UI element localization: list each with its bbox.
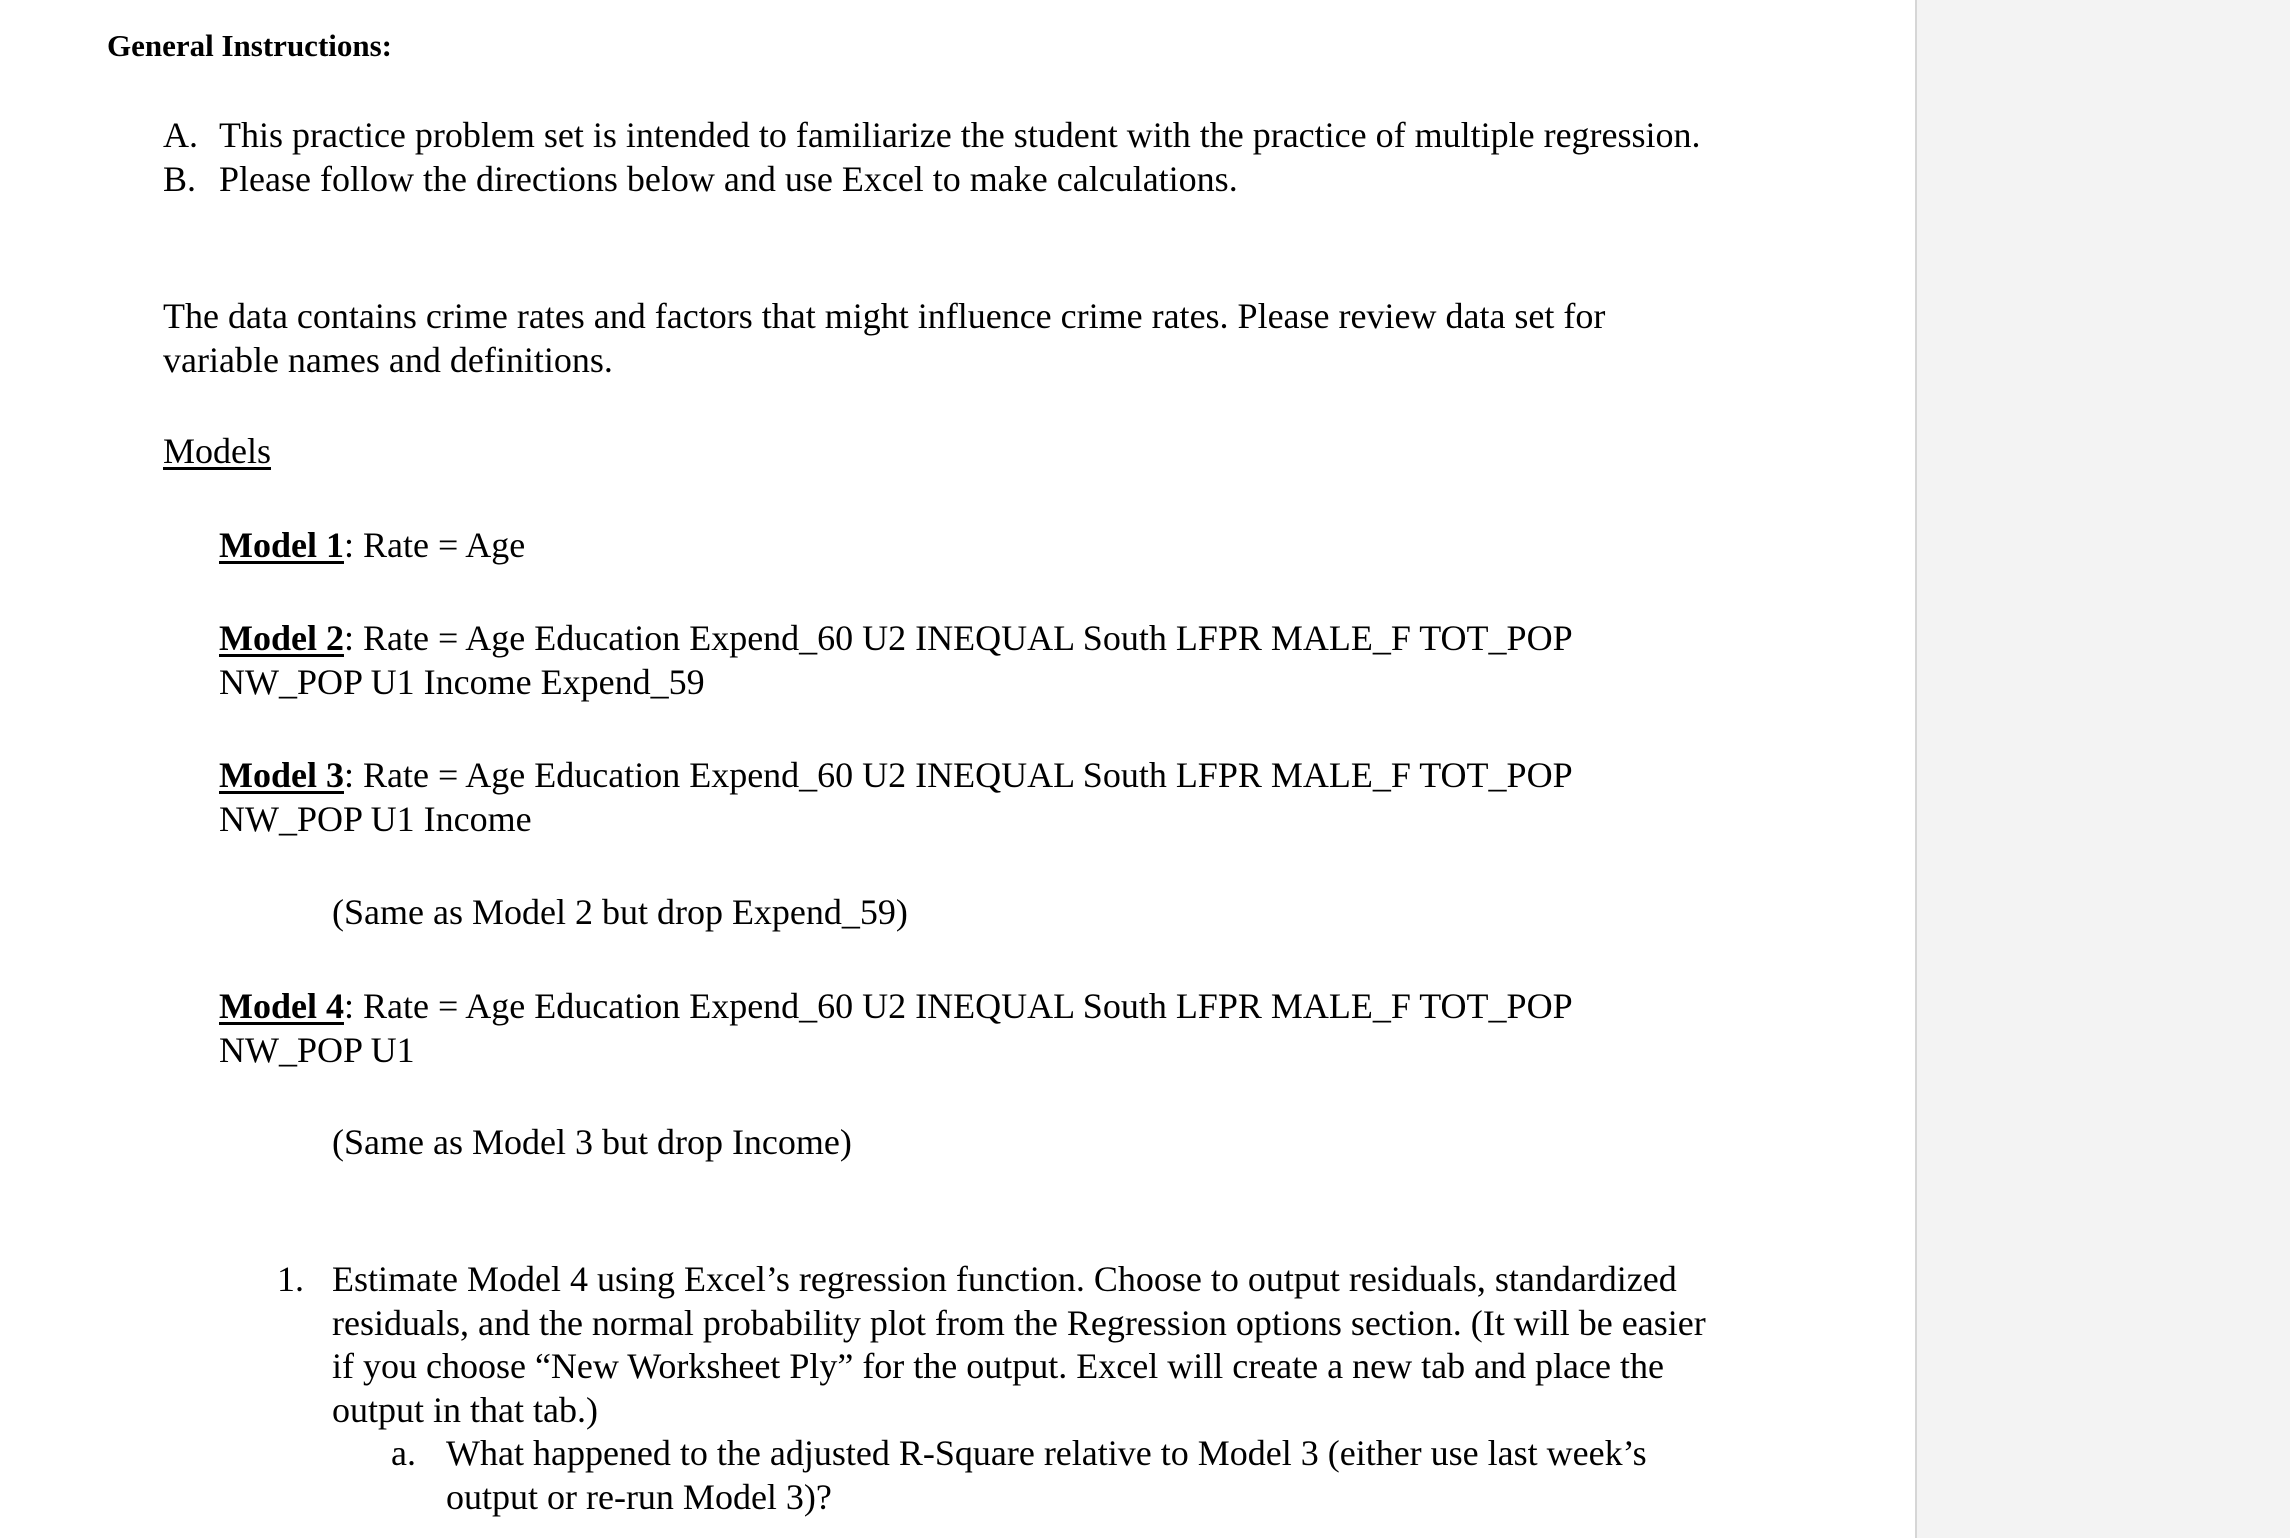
- intro-line-2: variable names and definitions.: [163, 340, 613, 380]
- model-3-note: (Same as Model 2 but drop Expend_59): [332, 892, 908, 932]
- instruction-b-text: Please follow the directions below and use Excel to make calculations.: [219, 159, 1238, 199]
- model-3-continuation: NW_POP U1 Income: [219, 799, 532, 839]
- instruction-a-marker: A.: [163, 115, 198, 155]
- question-1-line-1: Estimate Model 4 using Excel’s regression function. Choose to output residuals, standardized: [332, 1259, 1677, 1299]
- model-3-equation: : Rate = Age Education Expend_60 U2 INEQUAL South LFPR MALE_F TOT_POP: [343, 755, 1573, 795]
- comment-margin-panel: [1915, 0, 2290, 1538]
- model-3-line: [219, 753, 1573, 797]
- question-1a-line-1: What happened to the adjusted R-Square relative to Model 3 (either use last week’s: [446, 1433, 1647, 1473]
- question-1-line-4: output in that tab.): [332, 1390, 598, 1430]
- model-1-line: [219, 523, 525, 567]
- model-2-line: [219, 616, 1573, 660]
- model-4-equation: : Rate = Age Education Expend_60 U2 INEQUAL South LFPR MALE_F TOT_POP: [343, 986, 1573, 1026]
- model-2-label: Model 2: [219, 618, 344, 658]
- general-instructions-heading: General Instructions:: [107, 28, 393, 63]
- models-heading: [163, 429, 271, 473]
- question-1a-line-2: output or re-run Model 3)?: [446, 1477, 832, 1517]
- model-4-label: Model 4: [219, 986, 344, 1026]
- model-1-label: Model 1: [219, 525, 344, 565]
- question-1-line-3: if you choose “New Worksheet Ply” for the output. Excel will create a new tab and place the: [332, 1346, 1664, 1386]
- instruction-a-text: This practice problem set is intended to familiarize the student with the practice of multiple regression.: [219, 115, 1701, 155]
- model-2-continuation: NW_POP U1 Income Expend_59: [219, 662, 705, 702]
- model-2-equation: : Rate = Age Education Expend_60 U2 INEQUAL South LFPR MALE_F TOT_POP: [343, 618, 1573, 658]
- model-1-equation: : Rate = Age: [343, 525, 526, 565]
- model-4-line: [219, 984, 1573, 1028]
- model-3-label: Model 3: [219, 755, 344, 795]
- instruction-b-marker: B.: [163, 159, 197, 199]
- models-heading-text: Models: [163, 431, 271, 471]
- model-4-note: (Same as Model 3 but drop Income): [332, 1122, 852, 1162]
- model-4-continuation: NW_POP U1: [219, 1030, 415, 1070]
- question-1-line-2: residuals, and the normal probability plot from the Regression options section. (It will be easier: [332, 1303, 1706, 1343]
- question-1-marker: 1.: [277, 1259, 304, 1299]
- intro-line-1: The data contains crime rates and factors that might influence crime rates. Please review data set for: [163, 296, 1606, 336]
- question-1a-marker: a.: [391, 1433, 416, 1473]
